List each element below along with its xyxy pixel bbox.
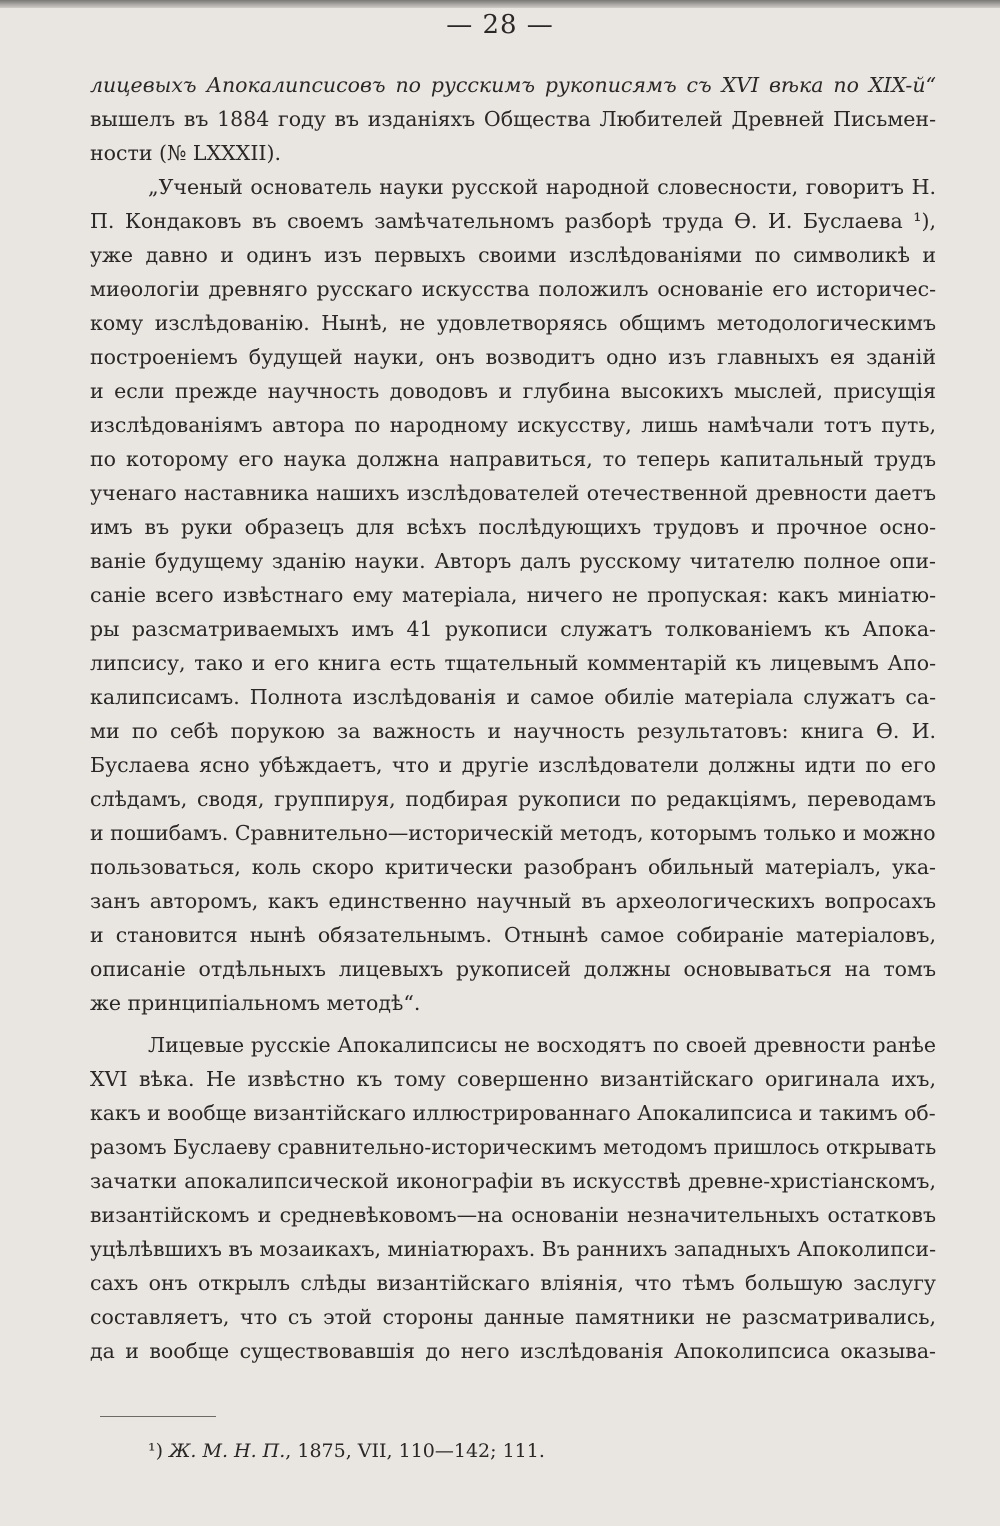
text-line: „Ученый основатель науки русской народной словесности, говоритъ Н. [148,175,936,199]
text-line: сахъ онъ открылъ слѣды византійскаго вліянія, что тѣмъ большую заслугу [90,1271,936,1295]
text-line: построеніемъ будущей науки, онъ возводитъ одно изъ главныхъ ея зданій [90,345,936,369]
scan-top-edge [0,0,1000,8]
text-line: описаніе отдѣльныхъ лицевыхъ рукописей должны основываться на томъ [90,957,936,981]
text-line: имъ въ руки образецъ для всѣхъ послѣдующихъ трудовъ и прочное осно- [90,515,936,539]
footnote-source: Ж. М. Н. П. [169,1440,286,1462]
text-line: составляетъ, что съ этой стороны данные памятники не разсматривались, [90,1305,936,1329]
text-line: слѣдамъ, сводя, группируя, подбирая рукописи по редакціямъ, переводамъ [90,787,936,811]
text-line: же принципіальномъ методѣ“. [90,991,421,1015]
text-line: и пошибамъ. Сравнительно—историческій методъ, которымъ только и можно [90,821,936,845]
text-line: лицевыхъ Апокалипсисовъ по русскимъ рукописямъ съ XVI вѣка по XIX-й“ [90,73,936,97]
text-line: какъ и вообще византійскаго иллюстрированнаго Апокалипсиса и такимъ об- [90,1101,936,1125]
footnote-divider [100,1416,216,1417]
text-line: калипсисамъ. Полнота изслѣдованія и самое обиліе матеріала служатъ са- [90,685,936,709]
text-line: разомъ Буслаеву сравнительно-историческимъ методомъ пришлось открывать [90,1135,937,1159]
text-line: липсису, тако и его книга есть тщательный комментарій къ лицевымъ Апо- [90,651,936,675]
text-line: зачатки апокалипсической иконографіи въ искусствѣ древне-христіанскомъ, [90,1169,936,1193]
text-line: изслѣдованіямъ автора по народному искусству, лишь намѣчали тотъ путь, [90,413,936,437]
text-line: миѳологіи древняго русскаго искусства положилъ основаніе его историчес- [90,277,936,301]
text-line: и становится нынѣ обязательнымъ. Отнынѣ самое собираніе матеріаловъ, [90,923,936,947]
text-line: ваніе будущему зданію науки. Авторъ далъ русскому читателю полное опи- [90,549,936,573]
footnote-details: , 1875, VII, 110—142; 111. [285,1440,545,1462]
text-line: П. Кондаковъ въ своемъ замѣчательномъ разборѣ труда Ѳ. И. Буслаева ¹), [90,209,936,233]
footnote-mark: ¹) [148,1440,164,1462]
body-text [90,68,936,1368]
text-line: византійскомъ и средневѣковомъ—на основаніи незначительныхъ остатковъ [90,1203,936,1227]
paragraph-gap [90,1020,936,1028]
text-line: по которому его наука должна направиться, то теперь капитальный трудъ [90,447,936,471]
text-line: занъ авторомъ, какъ единственно научный въ археологическихъ вопросахъ [90,889,936,913]
text-line: вышелъ въ 1884 году въ изданіяхъ Общества Любителей Древней Письмен- [90,107,936,131]
text-line: уцѣлѣвшихъ въ мозаикахъ, миніатюрахъ. Въ раннихъ западныхъ Апоколипси- [90,1237,936,1261]
text-line: ми по себѣ порукою за важность и научность результатовъ: книга Ѳ. И. [90,719,936,743]
text-line: ры разсматриваемыхъ имъ 41 рукописи служатъ толкованіемъ къ Апока- [90,617,936,641]
text-line: XVI вѣка. Не извѣстно къ тому совершенно византійскаго оригинала ихъ, [90,1067,936,1091]
text-line: Буслаева ясно убѣждаетъ, что и другіе изслѣдователи должны идти по его [90,753,936,777]
text-line: кому изслѣдованію. Нынѣ, не удовлетворяясь общимъ методологическимъ [90,311,936,335]
text-line: ученаго наставника нашихъ изслѣдователей отечественной древности даетъ [90,481,936,505]
text-line: Лицевые русскіе Апокалипсисы не восходятъ по своей древности ранѣе [148,1033,936,1057]
text-line: ности (№ LXXXII). [90,141,282,165]
text-line: уже давно и одинъ изъ первыхъ своими изслѣдованіями по символикѣ и [90,243,936,267]
text-line: и если прежде научность доводовъ и глубина высокихъ мыслей, присущія [90,379,936,403]
text-line: пользоваться, коль скоро критически разобранъ обильный матеріалъ, ука- [90,855,936,879]
footnote [148,1437,848,1465]
text-line: да и вообще существовавшія до него изслѣдованія Апоколипсиса оказыва- [90,1339,936,1363]
text-line: саніе всего извѣстнаго ему матеріала, ничего не пропуская: какъ миніатю- [90,583,936,607]
page-number: — 28 — [446,10,554,40]
